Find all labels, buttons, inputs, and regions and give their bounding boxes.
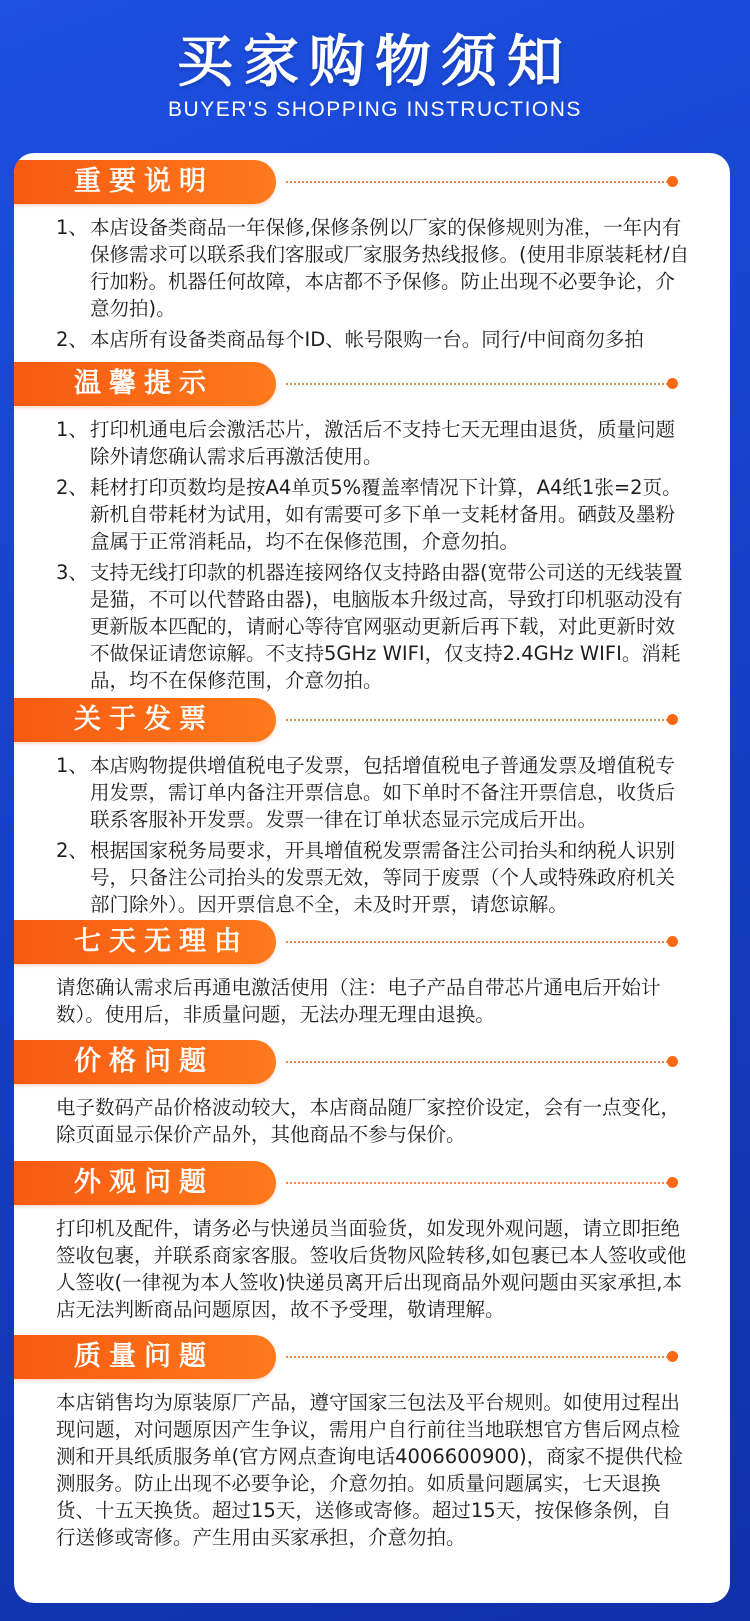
section-header [14,1335,730,1379]
instructions-card [14,153,730,1603]
item-number: 1、 [56,418,88,441]
divider-end-dot [667,1056,678,1067]
section-header [14,698,730,742]
item-number: 3、 [56,561,88,584]
section-text: 本店销售均为原装原厂产品，遵守国家三包法及平台规则。如使用过程出现问题，对问题原因产生争议，需用户自行前往当地联想官方售后网点检测和开具纸质服务单(官方网点查询电话4006600900)，商家不提供代检测服务。防止出现不必要争论，介意勿拍。如质量问题属实，七天退换货、十五天换货。超过15天，送修或寄修。超过15天，按保修条例，自行送修或寄修。产生用由买家承担，介意勿拍。 [56,1391,683,1549]
section-invoice [14,698,730,918]
section-price [14,1040,730,1148]
dotted-divider [286,1182,668,1184]
list-item [56,416,690,470]
section-title-tag: 温馨提示 [14,362,276,406]
list-item [56,214,690,322]
page-title: 买家购物须知 [177,30,573,95]
item-text: 支持无线打印款的机器连接网络仅支持路由器(宽带公司送的无线装置是猫，不可以代替路由器)，电脑版本升级过高，导致打印机驱动没有更新版本匹配的，请耐心等待官网驱动更新后再下载，对此更新时效不做保证请您谅解。不支持5GHz WIFI，仅支持2.4GHz WIFI。消耗品，均不在保修范围，介意勿拍。 [90,561,683,692]
section-header [14,920,730,964]
list-item [56,752,690,833]
section-body [14,406,730,694]
dotted-divider [286,941,668,943]
section-body [14,1379,730,1551]
item-text: 耗材打印页数均是按A4单页5%覆盖率情况下计算，A4纸1张=2页。新机自带耗材为试用，如有需要可多下单一支耗材备用。硒鼓及墨粉盒属于正常消耗品，均不在保修范围，介意勿拍。 [90,476,682,553]
section-body [14,204,730,353]
section-text: 电子数码产品价格波动较大，本店商品随厂家控价设定，会有一点变化，除页面显示保价产品外，其他商品不参与保价。 [56,1096,681,1146]
dotted-divider [286,383,668,385]
section-header [14,1040,730,1084]
page-subtitle: BUYER'S SHOPPING INSTRUCTIONS [168,98,582,121]
section-appearance [14,1161,730,1323]
item-text: 本店购物提供增值税电子发票，包括增值税电子普通发票及增值税专用发票，需订单内备注开票信息。如下单时不备注开票信息，收货后联系客服补开发票。发票一律在订单状态显示完成后开出。 [90,754,676,831]
divider-end-dot [667,1351,678,1362]
item-number: 2、 [56,476,88,499]
section-body [14,964,730,1028]
section-header [14,160,730,204]
section-title-tag: 外观问题 [14,1161,276,1205]
section-title-tag: 重要说明 [14,160,276,204]
section-body [14,1205,730,1323]
divider-end-dot [667,936,678,947]
list-item [56,559,690,694]
list-item [56,326,690,353]
item-number: 2、 [56,328,88,351]
page-header [0,0,750,150]
section-seven-days [14,920,730,1028]
dotted-divider [286,1061,668,1063]
item-text: 本店设备类商品一年保修,保修条例以厂家的保修规则为准，一年内有保修需求可以联系我们客服或厂家服务热线报修。(使用非原装耗材/自行加粉。机器任何故障，本店都不予保修。防止出现不必要争论，介意勿拍)。 [90,216,690,320]
section-tips [14,362,730,694]
section-text: 打印机及配件，请务必与快递员当面验货，如发现外观问题，请立即拒绝签收包裹，并联系商家客服。签收后货物风险转移,如包裹已本人签收或他人签收(一律视为本人签收)快递员离开后出现商品外观问题由买家承担,本店无法判断商品问题原因，故不予受理，敬请理解。 [56,1217,687,1321]
divider-end-dot [667,378,678,389]
divider-end-dot [667,176,678,187]
item-number: 2、 [56,839,88,862]
section-quality [14,1335,730,1551]
section-title-tag: 价格问题 [14,1040,276,1084]
section-header [14,362,730,406]
section-title-tag: 关于发票 [14,698,276,742]
section-title-tag: 质量问题 [14,1335,276,1379]
list-item [56,474,690,555]
item-number: 1、 [56,754,88,777]
dotted-divider [286,181,668,183]
section-important [14,160,730,353]
divider-end-dot [667,714,678,725]
item-number: 1、 [56,216,88,239]
dotted-divider [286,719,668,721]
section-body [14,742,730,918]
item-text: 打印机通电后会激活芯片，激活后不支持七天无理由退货，质量问题除外请您确认需求后再激活使用。 [90,418,676,468]
section-body [14,1084,730,1148]
section-text: 请您确认需求后再通电激活使用（注：电子产品自带芯片通电后开始计数）。使用后，非质量问题，无法办理无理由退换。 [56,976,661,1026]
item-text: 根据国家税务局要求，开具增值税发票需备注公司抬头和纳税人识别号，只备注公司抬头的发票无效，等同于废票（个人或特殊政府机关部门除外）。因开票信息不全，未及时开票，请您谅解。 [90,839,676,916]
section-title-tag: 七天无理由 [14,920,276,964]
dotted-divider [286,1356,668,1358]
item-text: 本店所有设备类商品每个ID、帐号限购一台。同行/中间商勿多拍 [90,328,644,351]
section-header [14,1161,730,1205]
list-item [56,837,690,918]
divider-end-dot [667,1177,678,1188]
